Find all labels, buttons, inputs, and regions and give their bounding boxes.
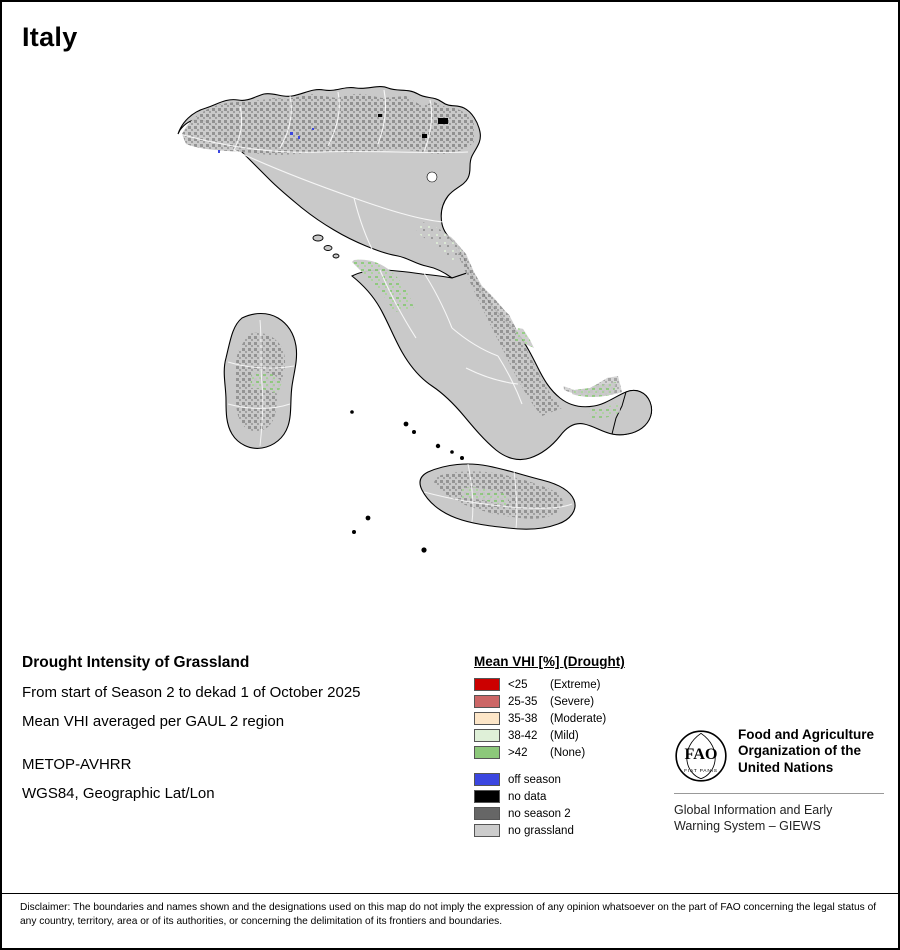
svg-text:FIAT PANIS: FIAT PANIS [684, 769, 718, 775]
legend-label-no-grassland: no grassland [508, 824, 574, 837]
legend-swatch-severe [474, 695, 500, 708]
italy-map-svg [122, 72, 762, 632]
map-caption [22, 654, 452, 814]
legend-title: Mean VHI [%] (Drought) [474, 654, 625, 669]
fao-system-line-2: Warning System – GIEWS [674, 819, 821, 834]
page-title: Italy [22, 22, 78, 52]
fao-org-line-1: Food and Agriculture [738, 727, 874, 742]
legend-other-classes [474, 771, 674, 839]
legend-item [474, 788, 674, 805]
fao-header [674, 727, 884, 783]
legend-label-no-data: no data [508, 790, 547, 803]
legend-swatch-no-grassland [474, 824, 500, 837]
map-canvas [122, 72, 762, 632]
fao-system-line-1: Global Information and Early [674, 803, 833, 817]
caption-line-3: Mean VHI averaged per GAUL 2 region [22, 713, 285, 730]
legend-label-moderate: 35-38 (Moderate) [508, 712, 607, 725]
legend-item [474, 727, 674, 744]
legend-vhi-classes [474, 676, 674, 761]
lake-hole [427, 172, 437, 182]
caption-line-4: METOP-AVHRR [22, 756, 132, 773]
caption-line-1: Drought Intensity of Grassland [22, 654, 250, 671]
legend-swatch-off-season [474, 773, 500, 786]
legend-item [474, 710, 674, 727]
legend-swatch-moderate [474, 712, 500, 725]
fao-logo-icon [674, 729, 728, 783]
legend-label-no-season-2: no season 2 [508, 807, 571, 820]
legend-item [474, 805, 674, 822]
legend-item [474, 744, 674, 761]
caption-line-5: WGS84, Geographic Lat/Lon [22, 785, 215, 802]
fao-organization-name [738, 727, 874, 776]
disclaimer-text: Disclaimer: The boundaries and names shown and the designations used on this map do not imply the expression of any opinion whatsoever on the part of FAO concerning the legal status of any country, territory, area or of its authorities, or concerning the delimitation of its frontiers and boundaries. [20, 902, 877, 928]
legend-item [474, 771, 674, 788]
legend-label-mild: 38-42 (Mild) [508, 729, 579, 742]
map-legend [474, 654, 674, 839]
svg-text:FAO: FAO [684, 745, 718, 764]
legend-swatch-no-season-2 [474, 807, 500, 820]
legend-label-severe: 25-35 (Severe) [508, 695, 595, 708]
legend-swatch-mild [474, 729, 500, 742]
fao-org-line-2: Organization of the [738, 743, 861, 759]
legend-item [474, 676, 674, 693]
fao-branding [674, 727, 884, 835]
fao-org-line-3: United Nations [738, 759, 834, 775]
region-sicily [420, 464, 575, 529]
disclaimer-divider [2, 893, 898, 894]
legend-item [474, 822, 674, 839]
legend-swatch-none [474, 746, 500, 759]
caption-line-2: From start of Season 2 to dekad 1 of October 2025 [22, 684, 361, 701]
fao-system-name [674, 802, 884, 835]
legend-swatch-extreme [474, 678, 500, 691]
legend-swatch-no-data [474, 790, 500, 803]
fao-divider [674, 793, 884, 794]
legend-item [474, 693, 674, 710]
region-sardinia [224, 314, 296, 449]
legend-label-extreme: <25 (Extreme) [508, 678, 601, 691]
legend-label-off-season: off season [508, 773, 561, 786]
legend-label-none: >42 (None) [508, 746, 586, 759]
